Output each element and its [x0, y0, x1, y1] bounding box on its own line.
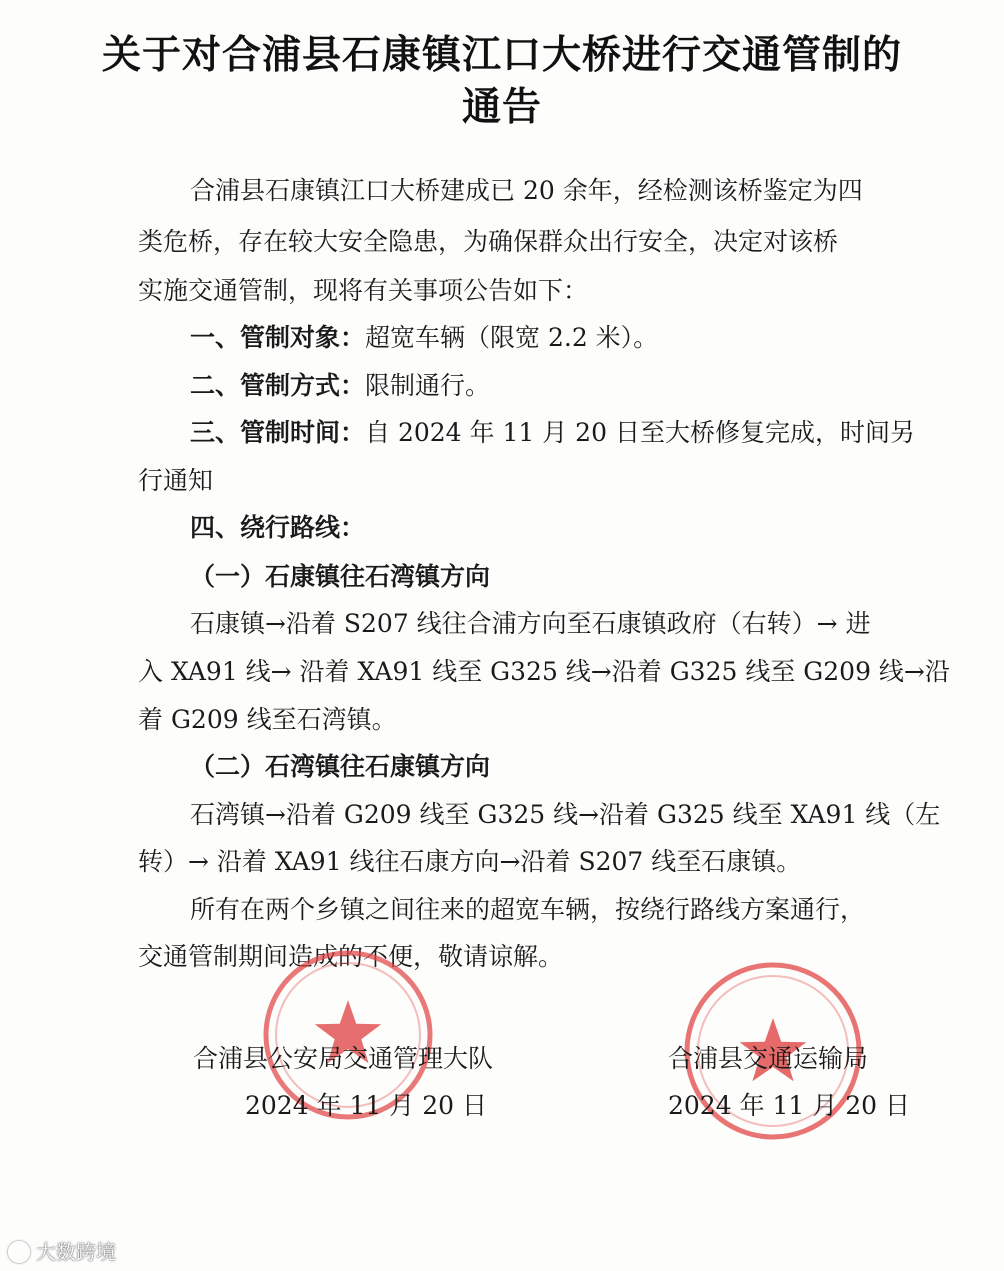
item-2-text: 限制通行。 [365, 371, 491, 400]
watermark-text: 大数跨境 [36, 1240, 116, 1264]
route-2-line-1: 石湾镇→沿着 G209 线至 G325 线→沿着 G325 线至 XA91 线（左 [190, 800, 941, 829]
route-1-line-2: 入 XA91 线→ 沿着 XA91 线至 G325 线→沿着 G325 线至 G209 线→沿 [138, 657, 950, 686]
item-3 [190, 418, 915, 448]
item-3-text: 自 2024 年 11 月 20 日至大桥修复完成，时间另 [365, 418, 915, 447]
route-1-line-3: 着 G209 线至石湾镇。 [138, 705, 397, 734]
item-3-continuation: 行通知 [138, 466, 214, 495]
intro-line-1: 合浦县石康镇江口大桥建成已 20 余年，经检测该桥鉴定为四 [190, 176, 863, 205]
item-3-label: 三、管制时间： [190, 418, 366, 447]
watermark-logo-icon [8, 1241, 30, 1263]
intro-line-3: 实施交通管制，现将有关事项公告如下： [138, 276, 589, 305]
watermark [8, 1236, 116, 1265]
item-1 [190, 323, 658, 353]
route-2-line-2: 转）→ 沿着 XA91 线往石康方向→沿着 S207 线至石康镇。 [138, 847, 802, 876]
route-2-heading: （二）石湾镇往石康镇方向 [190, 752, 491, 781]
notice-title-line1: 关于对合浦县石康镇江口大桥进行交通管制的 [101, 32, 902, 78]
left-signature-date: 2024 年 11 月 20 日 [245, 1091, 487, 1120]
item-2-label: 二、管制方式： [190, 371, 366, 400]
notice-title-line2: 通告 [461, 84, 542, 130]
route-1-heading: （一）石康镇往石湾镇方向 [190, 562, 491, 591]
right-signature-date: 2024 年 11 月 20 日 [668, 1091, 910, 1120]
intro-line-2: 类危桥，存在较大安全隐患，为确保群众出行安全，决定对该桥 [138, 227, 839, 256]
item-4-label: 四、绕行路线： [190, 513, 366, 542]
closing-line-2: 交通管制期间造成的不便，敬请谅解。 [138, 942, 564, 971]
right-signatory-org: 合浦县交通运输局 [668, 1044, 869, 1073]
item-1-text: 超宽车辆（限宽 2.2 米）。 [365, 323, 659, 352]
left-signatory-org: 合浦县公安局交通管理大队 [193, 1044, 494, 1073]
item-1-label: 一、管制对象： [190, 323, 366, 352]
closing-line-1: 所有在两个乡镇之间往来的超宽车辆，按绕行路线方案通行， [190, 895, 866, 924]
route-1-line-1: 石康镇→沿着 S207 线往合浦方向至石康镇政府（右转）→ 进 [190, 609, 871, 638]
item-2 [190, 371, 490, 401]
